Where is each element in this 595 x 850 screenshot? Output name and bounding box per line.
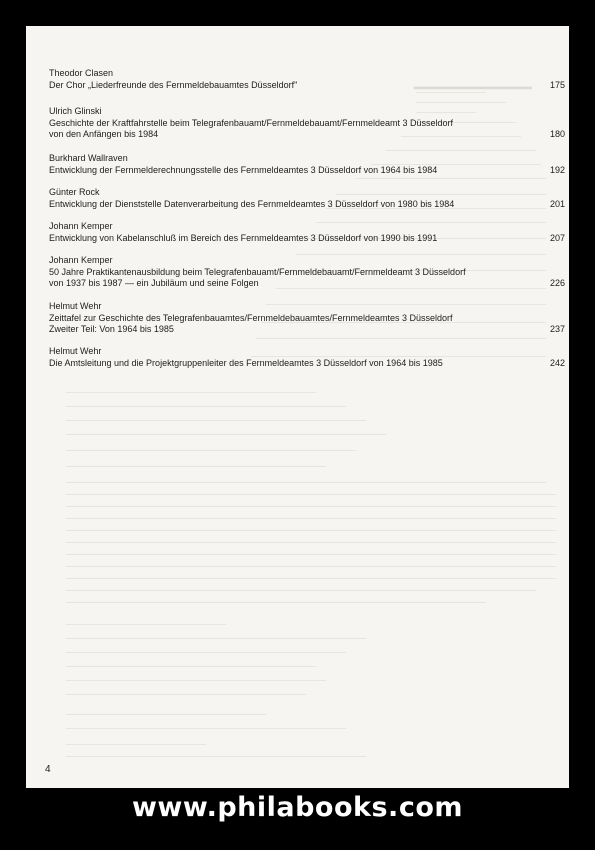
show-through-line [66, 728, 346, 729]
entry-author: Theodor Clasen [49, 68, 114, 78]
toc-entry [49, 187, 565, 210]
entry-author: Johann Kemper [49, 221, 113, 231]
show-through-line [416, 102, 506, 103]
entry-page-number: 180 [549, 129, 565, 139]
entry-author: Ulrich Glinski [49, 106, 102, 116]
show-through-line [66, 624, 226, 625]
entry-title: Geschichte der Kraftfahrstelle beim Telegrafenbauamt/Fernmeldebauamt/Fernmeldeamt 3 Düsseldorf [49, 117, 454, 128]
entry-title: Entwicklung der Dienststelle Datenverarbeitung des Fernmeldeamtes 3 Düsseldorf von 1980 bis 1984 [49, 198, 455, 209]
entry-page-number: 201 [549, 198, 565, 209]
show-through-line [66, 744, 206, 745]
show-through-line [66, 506, 556, 507]
show-through-line [66, 554, 556, 555]
entry-author: Günter Rock [49, 187, 100, 197]
toc-entry [49, 221, 565, 244]
entry-author: Helmut Wehr [49, 346, 102, 356]
toc-entry [49, 106, 565, 141]
watermark-url: www.philabooks.com [131, 792, 464, 823]
page-number: 4 [45, 764, 51, 775]
entry-title: von 1937 bis 1987 — ein Jubiläum und seine Folgen [49, 278, 259, 288]
entry-page-number: 242 [549, 357, 565, 368]
entry-title-line [49, 118, 565, 130]
show-through-line [356, 178, 546, 179]
entry-author: Johann Kemper [49, 255, 113, 265]
toc-entry [49, 301, 565, 336]
show-through-line [66, 652, 346, 653]
entry-page-number: 226 [549, 278, 565, 288]
show-through-line [66, 714, 266, 715]
entry-title-line [49, 233, 565, 245]
entry-author: Helmut Wehr [49, 301, 102, 311]
entry-title-line [49, 313, 565, 325]
entry-title: von den Anfängen bis 1984 [49, 129, 159, 139]
show-through-line [66, 542, 556, 543]
show-through-line [66, 466, 326, 467]
show-through-line [66, 566, 556, 567]
entry-title-line [49, 358, 565, 370]
entry-title: Entwicklung der Fernmelderechnungsstelle des Fernmeldeamtes 3 Düsseldorf von 1964 bis 1984 [49, 164, 438, 175]
show-through-line [66, 680, 326, 681]
entry-title-line [49, 165, 565, 177]
entry-title-line [49, 129, 565, 141]
show-through-line [66, 590, 536, 591]
show-through-line [66, 420, 366, 421]
show-through-line [66, 602, 486, 603]
entry-title: Zweiter Teil: Von 1964 bis 1985 [49, 324, 174, 334]
document-page [26, 26, 569, 788]
show-through-line [66, 694, 306, 695]
entry-title-line [49, 267, 565, 279]
show-through-line [66, 518, 556, 519]
entry-page-number: 192 [549, 164, 565, 175]
entry-page-number: 207 [549, 232, 565, 243]
entry-title: Zeittafel zur Geschichte des Telegrafenbauamtes/Fernmeldebauamtes/Fernmeldeamtes 3 Düsseldorf [49, 312, 453, 323]
toc-entry [49, 346, 565, 369]
show-through-line [66, 482, 546, 483]
entry-title-line [49, 324, 565, 336]
toc-entry [49, 255, 565, 290]
entry-title-line [49, 199, 565, 211]
show-through-line [256, 338, 546, 339]
show-through-line [386, 150, 536, 151]
entry-title: Die Amtsleitung und die Projektgruppenleiter des Fernmeldeamtes 3 Düsseldorf von 1964 bis 1985 [49, 357, 443, 368]
toc-entry [49, 68, 565, 91]
show-through-line [66, 494, 556, 495]
show-through-line [66, 530, 556, 531]
toc-entry [49, 153, 565, 176]
entry-title: Entwicklung von Kabelanschluß im Bereich des Fernmeldeamtes 3 Düsseldorf von 1990 bis 1991 [49, 232, 438, 243]
entry-title-line [49, 80, 565, 92]
entry-page-number: 237 [549, 324, 565, 334]
ghost-heading-shape: ▁▁▁▁▁▁▁▁▁ [414, 70, 532, 89]
show-through-line [66, 406, 346, 407]
show-through-line [66, 638, 366, 639]
entry-title: 50 Jahre Praktikantenausbildung beim Telegrafenbauamt/Fernmeldebauamt/Fernmeldeamt 3 Düsseldorf [49, 266, 466, 277]
show-through-line [416, 92, 486, 93]
entry-title: Der Chor „Liederfreunde des Fernmeldebauamtes Düsseldorf" [49, 79, 298, 90]
entry-title-line [49, 278, 565, 290]
show-through-line [66, 756, 366, 757]
show-through-line [66, 666, 316, 667]
show-through-line [66, 578, 556, 579]
show-through-line [66, 434, 386, 435]
show-through-line [66, 392, 316, 393]
entry-page-number: 175 [549, 79, 565, 90]
show-through-line [66, 450, 356, 451]
entry-author: Burkhard Wallraven [49, 153, 128, 163]
